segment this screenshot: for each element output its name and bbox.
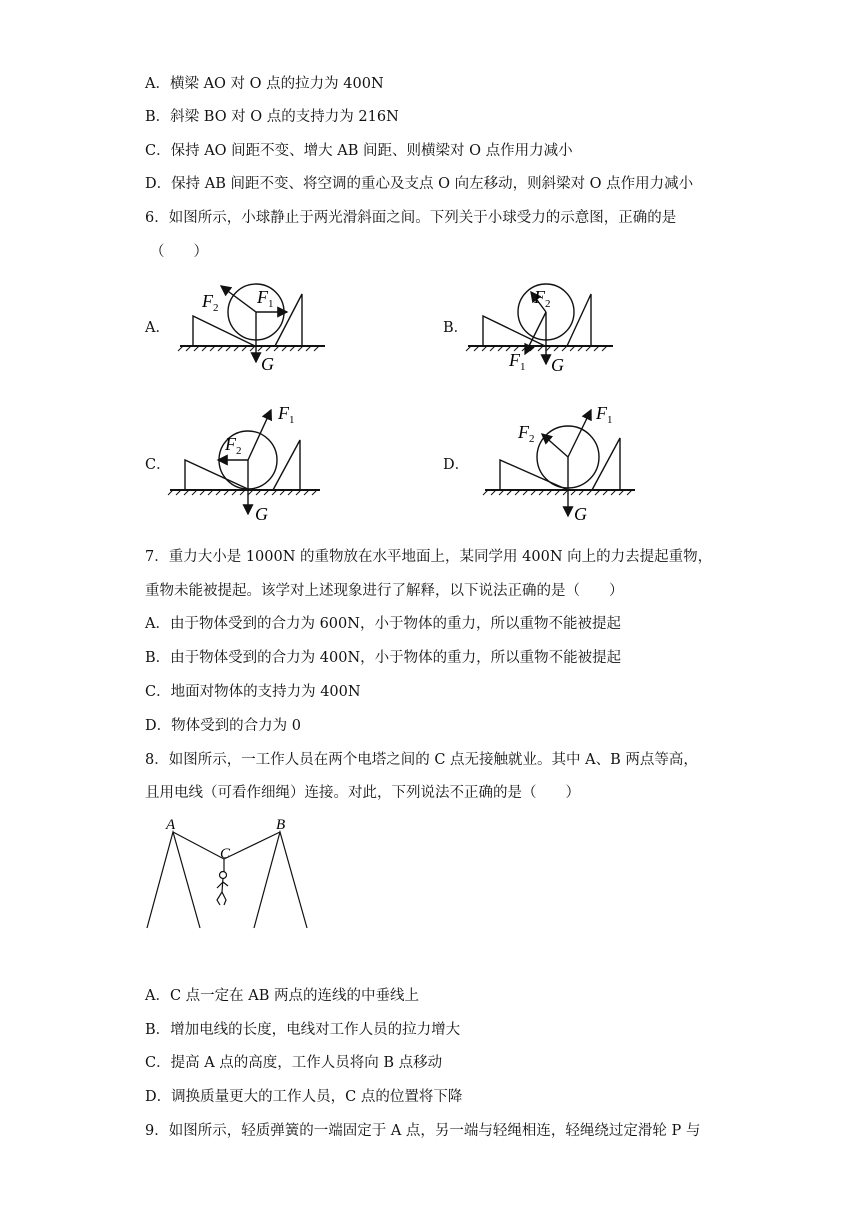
q6-blank: （ ）: [150, 244, 208, 260]
f1-sub-c: 1: [289, 414, 295, 426]
f2-sub-c: 2: [236, 445, 242, 457]
q9-stem-line1: 9．如图所示，轻质弹簧的一端固定于 A 点，另一端与轻绳相连，轻绳绕过定滑轮 P 与: [145, 1123, 701, 1139]
q7-stem-line2: 重物未能被提起。该学对上述现象进行了解释，以下说法正确的是（ ）: [145, 583, 624, 599]
q8-option-c: C．提高 A 点的高度，工作人员将向 B 点移动: [145, 1055, 443, 1071]
q6-stem: 6．如图所示，小球静止于两光滑斜面之间。下列关于小球受力的示意图，正确的是: [145, 210, 677, 226]
q5-option-a: A．横梁 AO 对 O 点的拉力为 400N: [145, 76, 384, 92]
q6-option-a-label: A．: [145, 320, 170, 336]
g-label-c: G: [255, 504, 268, 524]
q7-option-b: B．由于物体受到的合力为 400N，小于物体的重力，所以重物不能被提起: [145, 650, 622, 666]
f2-label-d: F: [518, 422, 529, 442]
q8-option-b: B．增加电线的长度，电线对工作人员的拉力增大: [145, 1022, 461, 1038]
point-b-label: B: [276, 817, 286, 833]
g-label-a: G: [261, 354, 274, 374]
q5-option-b: B．斜梁 BO 对 O 点的支持力为 216N: [145, 109, 399, 125]
q7-stem-line1: 7．重力大小是 1000N 的重物放在水平地面上，某同学用 400N 向上的力去提起重物，: [145, 549, 713, 565]
f1-label-c: F: [278, 403, 289, 423]
q6-figure-d: [480, 400, 650, 525]
q8-option-a: A．C 点一定在 AB 两点的连线的中垂线上: [145, 988, 420, 1004]
g-label-b: G: [551, 355, 564, 375]
q8-stem-line2: 且用电线（可看作细绳）连接。对此，下列说法不正确的是（ ）: [145, 785, 580, 801]
f2-sub-a: 2: [213, 302, 219, 314]
q7-option-c: C．地面对物体的支持力为 400N: [145, 684, 361, 700]
f1-sub-b: 1: [520, 361, 526, 373]
q8-figure-towers: [140, 812, 315, 934]
q5-option-c: C．保持 AO 间距不变、增大 AB 间距、则横梁对 O 点作用力减小: [145, 143, 573, 159]
f1-label-b: F: [509, 350, 520, 370]
q8-option-d: D．调换质量更大的工作人员，C 点的位置将下降: [145, 1089, 463, 1105]
f2-label-b: F: [534, 287, 545, 307]
f1-sub-a: 1: [268, 298, 274, 310]
f2-sub-d: 2: [529, 433, 535, 445]
q6-option-d-label: D．: [443, 457, 470, 473]
g-label-d: G: [574, 504, 587, 524]
f1-sub-d: 1: [607, 414, 613, 426]
q6-figure-b: [463, 280, 623, 375]
f1-label-a: F: [257, 287, 268, 307]
q5-option-d: D．保持 AB 间距不变、将空调的重心及支点 O 向左移动，则斜梁对 O 点作用力减小: [145, 176, 694, 192]
q6-figure-a: [175, 280, 335, 375]
point-a-label: A: [166, 817, 176, 833]
f2-label-c: F: [225, 434, 236, 454]
q6-option-b-label: B．: [443, 320, 469, 336]
tower-b: [254, 832, 307, 928]
q7-option-a: A．由于物体受到的合力为 600N，小于物体的重力，所以重物不能被提起: [145, 616, 621, 632]
f1-label-d: F: [596, 403, 607, 423]
tower-a: [147, 832, 200, 928]
q7-option-d: D．物体受到的合力为 0: [145, 718, 301, 734]
f2-sub-b: 2: [545, 298, 551, 310]
point-c-label: C: [220, 846, 231, 862]
q8-stem-line1: 8．如图所示，一工作人员在两个电塔之间的 C 点无接触就业。其中 A、B 两点等高，: [145, 752, 698, 768]
f2-label-a: F: [202, 291, 213, 311]
q6-option-c-label: C．: [145, 457, 171, 473]
q6-figure-c: [165, 400, 335, 525]
